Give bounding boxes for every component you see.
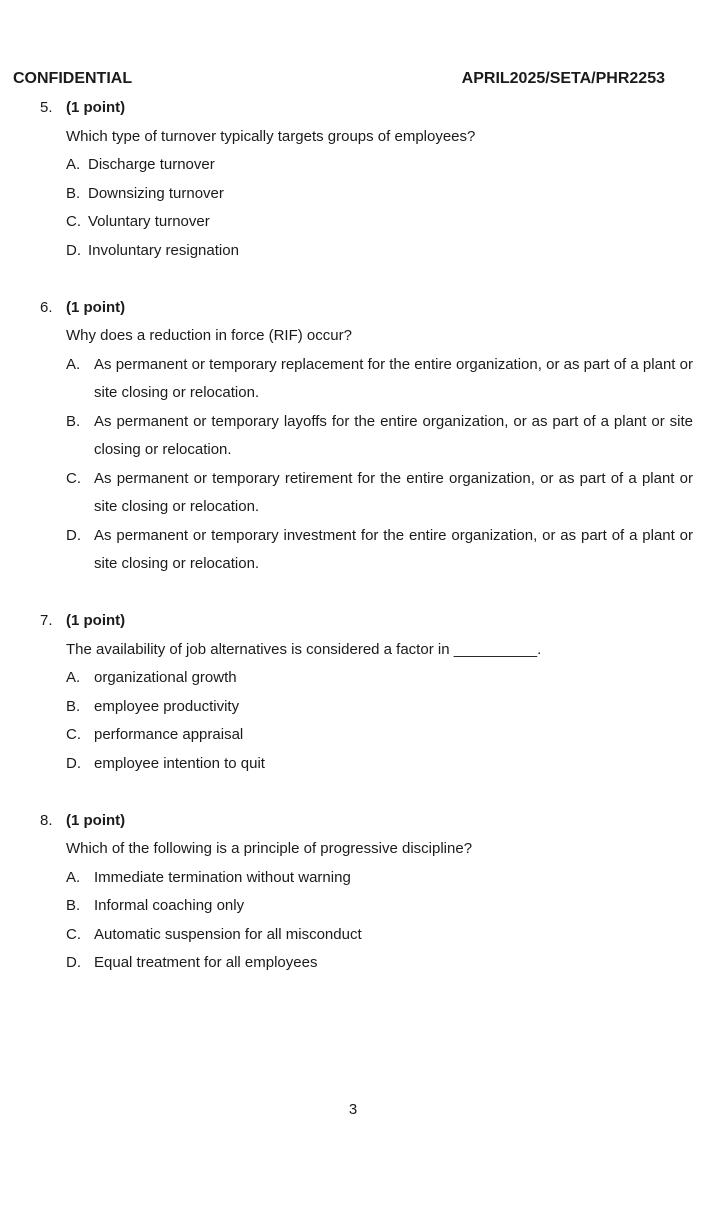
option-text: Equal treatment for all employees (94, 954, 318, 971)
option-text: Immediate termination without warning (94, 868, 351, 886)
option-d (66, 522, 693, 579)
option-b (66, 408, 693, 465)
option-text: employee productivity (94, 697, 240, 715)
question-points: (1 point) (66, 612, 126, 629)
option-c (66, 721, 693, 750)
option-letter: D. (66, 754, 81, 772)
option-letter: C. (66, 925, 81, 943)
page-footer (13, 1096, 693, 1125)
question-6 (40, 294, 693, 579)
question-points: (1 point) (66, 811, 126, 829)
option-letter: C. (66, 469, 81, 487)
option-letter: A. (66, 156, 81, 173)
question-text: Why does a reduction in force (RIF) occur? (66, 327, 352, 344)
option-c (66, 208, 693, 237)
option-text: employee intention to quit (94, 754, 265, 772)
question-points: (1 point) (66, 298, 126, 316)
option-b (66, 693, 693, 722)
option-c (66, 921, 693, 950)
option-letter: D. (66, 526, 81, 544)
question-body (66, 607, 693, 778)
option-d (66, 750, 693, 779)
option-text: Downsizing turnover (88, 184, 224, 202)
question-body (66, 94, 693, 265)
question-text: Which of the following is a principle of progressive discipline? (66, 840, 473, 857)
option-letter: B. (66, 184, 81, 202)
option-letter: D. (66, 954, 81, 971)
option-text: Automatic suspension for all misconduct (94, 925, 362, 943)
question-5 (40, 94, 693, 265)
option-letter: B. (66, 412, 81, 430)
question-text: Which type of turnover typically targets groups of employees? (66, 127, 476, 145)
option-a (66, 151, 693, 180)
question-number: 7. (40, 612, 53, 629)
question-points: (1 point) (66, 99, 126, 116)
option-text: Voluntary turnover (88, 213, 210, 230)
option-d (66, 237, 693, 266)
question-number: 6. (40, 298, 53, 316)
option-text: As permanent or temporary investment for the entire organization, or as part of a plant or site closing or relocation. (94, 526, 693, 572)
option-text: organizational growth (94, 669, 237, 686)
question-text: The availability of job alternatives is considered a factor in __________. (66, 640, 542, 658)
exam-code-label: APRIL2025/SETA/PHR2253 (461, 70, 665, 87)
option-text: Involuntary resignation (88, 241, 239, 259)
confidential-label: CONFIDENTIAL (13, 70, 133, 87)
page-number: 3 (348, 1100, 358, 1118)
option-letter: A. (66, 355, 81, 373)
option-letter: A. (66, 669, 81, 686)
option-text: performance appraisal (94, 726, 244, 743)
option-letter: D. (66, 241, 81, 259)
option-letter: B. (66, 697, 81, 715)
option-d (66, 949, 693, 978)
option-a (66, 864, 693, 893)
page-header (0, 0, 720, 90)
option-letter: A. (66, 868, 81, 886)
option-c (66, 465, 693, 522)
question-body (66, 807, 693, 978)
option-letter: B. (66, 897, 81, 914)
question-list (0, 90, 720, 978)
option-text: Discharge turnover (88, 156, 215, 173)
option-b (66, 892, 693, 921)
option-letter: C. (66, 213, 81, 230)
question-number: 5. (40, 99, 53, 116)
option-a (66, 664, 693, 693)
option-letter: C. (66, 726, 81, 743)
option-text: As permanent or temporary layoffs for the entire organization, or as part of a plant or site closing or relocation. (94, 412, 693, 458)
question-body (66, 294, 693, 579)
option-b (66, 180, 693, 209)
option-text: As permanent or temporary replacement for the entire organization, or as part of a plant or site closing or relocation. (94, 355, 693, 401)
option-text: Informal coaching only (94, 897, 245, 914)
option-a (66, 351, 693, 408)
question-number: 8. (40, 811, 53, 829)
question-8 (40, 807, 693, 978)
question-7 (40, 607, 693, 778)
option-text: As permanent or temporary retirement for the entire organization, or as part of a plant or site closing or relocation. (94, 469, 693, 515)
